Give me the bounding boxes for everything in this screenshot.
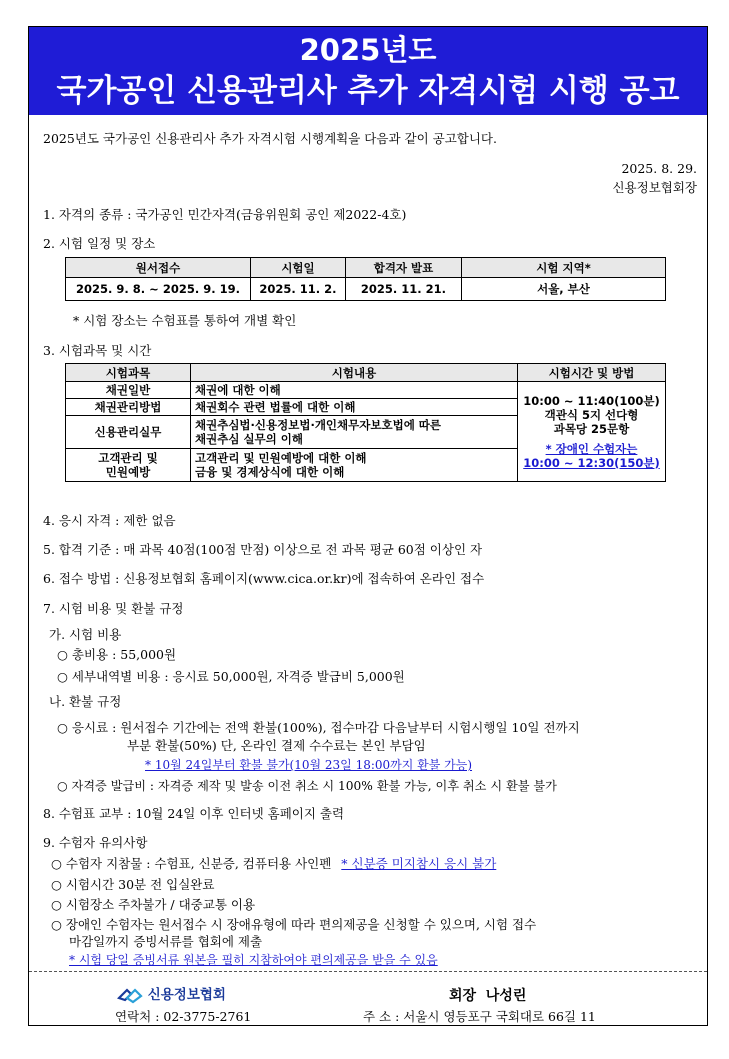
schedule-cell: 2025. 11. 21. [346, 278, 462, 301]
refund-cert-fee: ○ 자격증 발급비 : 자격증 제작 및 발송 이전 취소 시 100% 환불 가능, 이후 취소 시 환불 불가 [57, 779, 557, 793]
section-8: 8. 수험표 교부 : 10월 24일 이후 인터넷 홈페이지 출력 [43, 806, 345, 821]
subject-name: 신용관리실무 [66, 416, 191, 449]
schedule-cell: 서울, 부산 [462, 278, 666, 301]
notice-item-disabled: ○ 장애인 수험자는 원서접수 시 장애유형에 따라 편의제공을 신청할 수 있으며, 시험 접수 [51, 917, 537, 932]
subject-name: 채권관리방법 [66, 399, 191, 416]
subjects-table [65, 363, 666, 482]
subject-content: 채권추심법·신용정보법·개인채무자보호법에 따른 채권추심 실무의 이해 [191, 416, 518, 449]
subjects-header: 시험내용 [191, 364, 518, 382]
schedule-cell: 2025. 9. 8. ~ 2025. 9. 19. [66, 278, 251, 301]
fee-detail: ○ 세부내역별 비용 : 응시료 50,000원, 자격증 발급비 5,000원 [57, 669, 405, 684]
refund-note: * 10월 24일부터 환불 불가(10월 23일 18:00까지 환불 가능) [145, 758, 473, 772]
subject-name: 고객관리 및 민원예방 [66, 449, 191, 482]
refund-heading: 나. 환불 규정 [49, 694, 122, 709]
method-count: 과목당 25문항 [553, 421, 630, 436]
notice-item-parking: ○ 시험장소 주차불가 / 대중교통 이용 [51, 897, 256, 912]
notice-item-disabled-note: * 시험 당일 증빙서류 원본을 필히 지참하여야 편의제공을 받을 수 있음 [69, 953, 438, 967]
notice-item-arrival: ○ 시험시간 30분 전 입실완료 [51, 877, 215, 892]
section-6: 6. 접수 방법 : 신용정보협회 홈페이지(www.cica.or.kr)에 접속하여 온라인 접수 [43, 571, 485, 586]
section-5: 5. 합격 기준 : 매 과목 40점(100점 만점) 이상으로 전 과목 평균 60점 이상인 자 [43, 542, 483, 557]
address: 주 소 : 서울시 영등포구 국회대로 66길 11 [363, 1009, 596, 1024]
section-3-heading: 3. 시험과목 및 시간 [43, 343, 152, 358]
contact: 연락처 : 02-3775-2761 [115, 1009, 252, 1024]
section-2-heading: 2. 시험 일정 및 장소 [43, 236, 156, 251]
refund-exam-fee-cont: 부분 환불(50%) 단, 온라인 결제 수수료는 본인 부담임 [127, 738, 426, 753]
logo-text: 신용정보협회 [147, 987, 226, 1003]
fee-heading: 가. 시험 비용 [49, 627, 122, 642]
notice-item-id-note: * 신분증 미지참시 응시 불가 [341, 856, 497, 871]
subject-content: 고객관리 및 민원예방에 대한 이해 금융 및 경제상식에 대한 이해 [191, 449, 518, 482]
schedule-header: 원서접수 [66, 258, 251, 278]
section-4: 4. 응시 자격 : 제한 없음 [43, 513, 176, 528]
section-7-heading: 7. 시험 비용 및 환불 규정 [43, 601, 184, 616]
logo-icon [117, 986, 143, 1004]
title-line2: 국가공인 신용관리사 추가 자격시험 시행 공고 [56, 73, 680, 109]
method-time: 10:00 ~ 11:40(100분) [523, 393, 660, 408]
association-logo [117, 983, 226, 1004]
subject-content: 채권에 대한 이해 [191, 382, 518, 399]
section-9-heading: 9. 수험자 유의사항 [43, 835, 148, 850]
notice-item-disabled-cont: 마감일까지 증빙서류를 협회에 제출 [69, 934, 263, 949]
notice-date: 2025. 8. 29. [621, 161, 697, 176]
subjects-header: 시험과목 [66, 364, 191, 382]
notice-item-belongings: ○ 수험자 지참물 : 수험표, 신분증, 컴퓨터용 사인펜 [51, 856, 332, 871]
section-1: 1. 자격의 종류 : 국가공인 민간자격(금융위원회 공인 제2022-4호) [43, 207, 407, 222]
notice-page [28, 26, 708, 1026]
schedule-note: * 시험 장소는 수험표를 통하여 개별 확인 [73, 313, 297, 328]
fee-total: ○ 총비용 : 55,000원 [57, 647, 177, 662]
schedule-header: 시험일 [251, 258, 346, 278]
method-cell [518, 382, 666, 482]
schedule-cell: 2025. 11. 2. [251, 278, 346, 301]
schedule-header: 합격자 발표 [346, 258, 462, 278]
title-banner [29, 27, 707, 115]
subject-content: 채권회수 관련 법률에 대한 이해 [191, 399, 518, 416]
schedule-table [65, 257, 666, 301]
subjects-header: 시험시간 및 방법 [518, 364, 666, 382]
intro-text: 2025년도 국가공인 신용관리사 추가 자격시험 시행계획을 다음과 같이 공고합니다. [43, 131, 497, 146]
method-note: * 장애인 수험자는 [545, 441, 638, 456]
title-line1: 2025년도 [299, 33, 437, 67]
schedule-header: 시험 지역* [462, 258, 666, 278]
method-type: 객관식 5지 선다형 [544, 407, 639, 422]
refund-exam-fee: ○ 응시료 : 원서접수 기간에는 전액 환불(100%), 접수마감 다음날부터 시험시행일 10일 전까지 [57, 720, 580, 735]
method-note-time: 10:00 ~ 12:30(150분) [523, 455, 660, 470]
signature: 회장 나성린 [449, 988, 527, 1004]
footer-divider [29, 971, 707, 972]
subject-name: 채권일반 [66, 382, 191, 399]
notice-items [51, 856, 496, 872]
issuer: 신용정보협회장 [612, 180, 697, 195]
